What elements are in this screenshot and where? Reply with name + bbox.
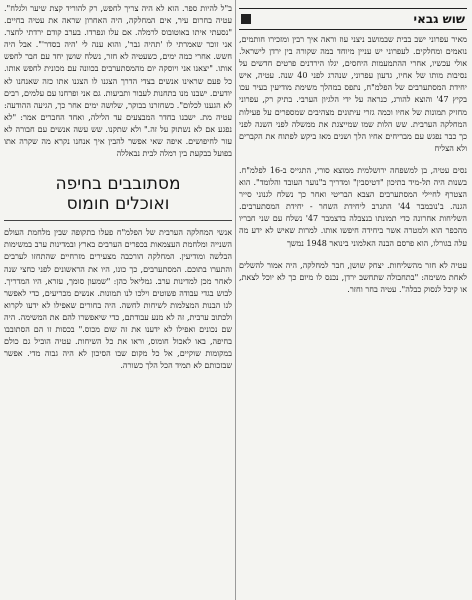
article-paragraph: נסים עטיה, בן למשפחה ירושלמית ממוצא סורי, התגייס ב-16 לפלמ"ח. בשנות היה תל-מיד בתיכון "דטיסבין" ומדריך ב"נוער העובד והלומד". הוא הצטרף לחיילי המסתערבים הצבא הבריטי ואחר כך נשלח לגנוני סייר הגנה. ב'נובמבר 44' התגרב ליחידת השחר - יחידת המסתערבים. השליחות אחרונה כדי תמונתו בנצבלה בדצמבר 47' נשלח עם שני חבריו מהכפר הוא ולמטרה אשר ביחידה חיפשו אותו. למרות שאיש לא ידע מה עלה בגורלו, הוא פרסם הבנה האלמוני בינואר 1948 נמשך	[239, 165, 468, 248]
column-header	[239, 8, 467, 30]
subheadline-line-2: ואוכלים חומוס	[66, 194, 170, 215]
subheadline-line-1: מסתובבים בחיפה	[55, 174, 181, 195]
author-name: שוש גבאי	[413, 12, 465, 26]
article-paragraph: מאיר עפרוני ישב בבית שבמושב ניצני עוז וראה איך רבין ומזכירו חותמים, נואמים ומחלקים. לעפרוני יש עניין מיוחד במה שקורה בין ירדן לישראל. אולי עכשיו, אחרי ההתמעמות היחסים, יגלו הירדנים פרטים חדשים על נסיבות מותו של אחיו, גדעון עפרוני, שנהרג לפני 40 שנה. עטיה, איש יחידת המסתערבים של הפלמ"ח, נתפס במהלך משימת מודיעין בעיר עכו בקיץ 47' והוצא להורג, כנראה על ידי הלגיון הערבי. בתיק רק, עפרוני מחזיק תמונות של אחיו וכמה גזרי עיתונים מצהיבים שמספרים על פעילות המחלקה הערבית. שש הלות שמו שמייצגת את ממשלה לפני השנה לפני כך כבר נפגש עם מבריחים אחיו הלך ושנים מאז ביקש לפתוח את הקברים ולא הצליח	[239, 35, 467, 153]
right-column	[239, 0, 467, 600]
section-subheadline	[4, 166, 232, 221]
column-divider	[235, 0, 236, 600]
article-paragraph: עטיה לא חזר מהשליחות. יצחק שושן, חבר למחלקה, היה אמור להשלים לאחת משימה: "בתחבולה שתחשב ירדן, נכנס לו מיום כך לא יוכל לצאת, או קיבל לנסוק כבלה". עטיה בחר וחזר.	[239, 260, 467, 294]
article-paragraph: ב"ל להיות ספר. הוא לא היה צריך לחפש, רק להוריד קצת שיער ולגלח". עטיה בחרום עיר, אים המחלקה, היה האחרון שראה את עטיה בחיים. "נסעתי איתו באוטובוס לרמלה. אם עלו ונפרדו. בערב קודם ירדתי לחצר. אני זוכר שאמרתי לו 'תהיה גבר', והוא ענה לי 'היה בסדר'". אבל היה חשש. אחרי כמה ימים, כשעטיה לא חזר, נשלח שושן יחד עם חבר לחפש אותו. "יצאנו אני ויוסקה יום מהמסתערבים בכוונה עם מכונית לחפש אותו. כל פעם שראינו אנשים בצדי הדרך הצגנו לו הצגנו אתו כזה שאנחנו לא יודעים. ישבנו מנו בתחנות לעבור ותביעות. גם אני ופרחנו עם עלמים, רבים לא הגענו לכלום". כשחזרנו בבוקר, שלושה ימים אחר כך, הגיעה ההודעה: עטיה מת. ישבנו בחדר המבצעים עד הלילה, ואחד החברים אמר: "לא נפגע אם לא נשתוק על זה." ולא שתקנו. שש עשה אנשים עם חבורה לא עזר לחיפושים. איפה שאי אפשר להבין איך אנחנו נקרא מה שקרה אתו בפועל בבקעת בין רמלה לבית נבאללה	[4, 4, 232, 159]
article-paragraph: אנשי המחלקה הערבית של הפלמ"ח פעלו בתקופה שבין מלחמת העולם השנייה ומלחמת העצמאות בכפרים הערבים בארץ ובמדינות ערב במשימות הבלשה ומודיעין. המחלקה הורכבה מצעירים מזרחיים שהתחזו לערבים והתערו בתוכם. המסתערבים, כך כונו, היו את הראשונים לפני כחצי שנה לאחר מכן למדינות ערב. גמליאל כהן: "שמעון סומך, עזרא, היו המדריך. לבוש בגדי עבודה פשוטים וילכו לנו תמונות. אנשים מכריעים, כדי לאפשר לנו הבנות המצלמות לשיחות לחשה. היה בחורים שאפילו לא ידעו לקרוא ולכתוב ערבית, זה לא מנע עבודתם, כדי שיאפשרו להם את המשימה. היה שם נכונים ואפילו לא ידענו את זה שום מכוס." בכסות זו הם הסתובבו בחיפה, באו לאכול חומוס, וראו את כל השיחות. עטיה הוביל גם כולם במקומות שוקיים, אל כל מקום שבו הסיכון לא היה גבוה מדי. אפשר שבזכותם לא תמיד הכל הלך כשורה.	[4, 228, 232, 371]
header-ornament	[241, 14, 251, 24]
left-column	[4, 0, 232, 600]
